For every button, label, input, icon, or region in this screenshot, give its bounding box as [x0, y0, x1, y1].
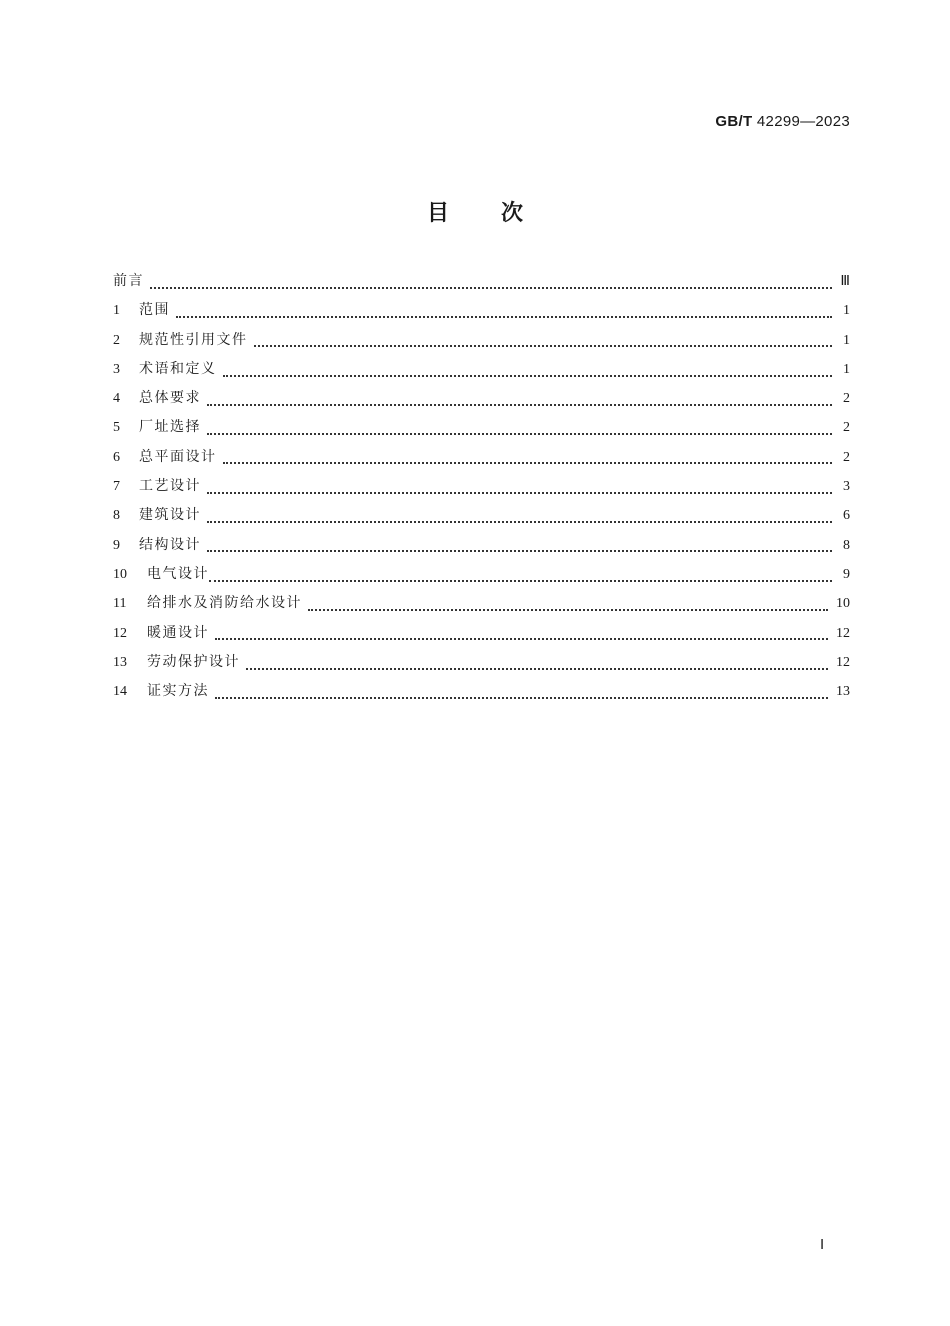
- toc-entry-9[interactable]: [113, 534, 850, 563]
- toc-leader-dots: [223, 453, 833, 467]
- toc-leader-dots: [308, 600, 828, 614]
- toc-entry-3[interactable]: [113, 358, 850, 387]
- toc-label: 前言: [113, 273, 144, 289]
- toc-label: 规范性引用文件: [139, 331, 248, 348]
- toc-number: 10: [113, 566, 127, 582]
- toc-entry-8[interactable]: [113, 504, 850, 533]
- toc-page-number: 8: [843, 537, 850, 553]
- toc-leader-dots: [150, 278, 832, 292]
- toc-entry-12[interactable]: [113, 622, 850, 651]
- toc-leader-dots: [176, 307, 832, 321]
- toc-label: 总体要求: [139, 390, 201, 407]
- toc-label: 术语和定义: [139, 360, 217, 377]
- toc-page-number: 2: [843, 449, 850, 465]
- toc-entry-7[interactable]: [113, 475, 850, 504]
- toc-label: 范围: [139, 302, 170, 319]
- toc-entry-foreword[interactable]: [113, 270, 850, 299]
- page-folio: Ⅰ: [820, 1238, 825, 1253]
- toc-number: 7: [113, 479, 120, 495]
- standard-code: 42299—2023: [756, 113, 850, 130]
- toc-entry-5[interactable]: [113, 416, 850, 445]
- toc-number: 12: [113, 625, 127, 641]
- toc-leader-dots: [209, 571, 832, 585]
- toc-entry-2[interactable]: [113, 329, 850, 358]
- toc-page-number: 3: [843, 479, 850, 495]
- toc-page-number: 9: [843, 566, 850, 582]
- toc-entry-10[interactable]: [113, 563, 850, 592]
- toc-entry-14[interactable]: [113, 680, 850, 709]
- toc-leader-dots: [215, 688, 828, 702]
- toc-entry-6[interactable]: [113, 446, 850, 475]
- toc-number: 1: [113, 303, 120, 319]
- toc-label: 劳动保护设计: [147, 653, 240, 670]
- toc-label: 证实方法: [147, 683, 209, 700]
- toc-label: 电气设计: [147, 565, 209, 582]
- toc-leader-dots: [246, 659, 828, 673]
- toc-page-number: 6: [843, 508, 850, 524]
- toc-leader-dots: [215, 629, 828, 643]
- toc-label: 总平面设计: [139, 448, 217, 465]
- toc-label: 给排水及消防给水设计: [147, 595, 302, 612]
- toc-number: 6: [113, 449, 120, 465]
- toc-page-number: 1: [843, 332, 850, 348]
- toc-number: 9: [113, 537, 120, 553]
- toc-number: 4: [113, 391, 120, 407]
- toc-number: 13: [113, 654, 127, 670]
- toc-number: 3: [113, 361, 120, 377]
- toc-label: 厂址选择: [139, 419, 201, 436]
- toc-page-number: 10: [836, 596, 850, 612]
- toc-entry-1[interactable]: [113, 299, 850, 328]
- toc-label: 暖通设计: [147, 624, 209, 641]
- table-of-contents: [113, 270, 850, 709]
- toc-number: 5: [113, 420, 120, 436]
- toc-leader-dots: [207, 395, 832, 409]
- toc-entry-4[interactable]: [113, 387, 850, 416]
- toc-page-number: 13: [836, 684, 850, 700]
- toc-number: 14: [113, 684, 127, 700]
- toc-page-number: 2: [843, 391, 850, 407]
- toc-leader-dots: [207, 541, 832, 555]
- toc-page-number: 12: [836, 625, 850, 641]
- standard-prefix: GB/T: [715, 113, 753, 130]
- toc-page-number: 1: [843, 303, 850, 319]
- toc-leader-dots: [254, 336, 833, 350]
- toc-entry-11[interactable]: [113, 592, 850, 621]
- toc-number: 11: [113, 596, 127, 612]
- toc-number: 8: [113, 508, 120, 524]
- toc-leader-dots: [207, 483, 832, 497]
- toc-label: 结构设计: [139, 536, 201, 553]
- toc-page-number: 2: [843, 420, 850, 436]
- toc-entry-13[interactable]: [113, 651, 850, 680]
- toc-label: 建筑设计: [139, 507, 201, 524]
- page-title: 目次: [426, 201, 575, 226]
- toc-page-number: 12: [836, 654, 850, 670]
- toc-page-number: Ⅲ: [840, 274, 850, 289]
- toc-leader-dots: [207, 424, 832, 438]
- toc-leader-dots: [223, 366, 833, 380]
- standard-number: [715, 113, 850, 130]
- toc-label: 工艺设计: [139, 478, 201, 495]
- toc-number: 2: [113, 332, 120, 348]
- toc-leader-dots: [207, 512, 832, 526]
- toc-page-number: 1: [843, 361, 850, 377]
